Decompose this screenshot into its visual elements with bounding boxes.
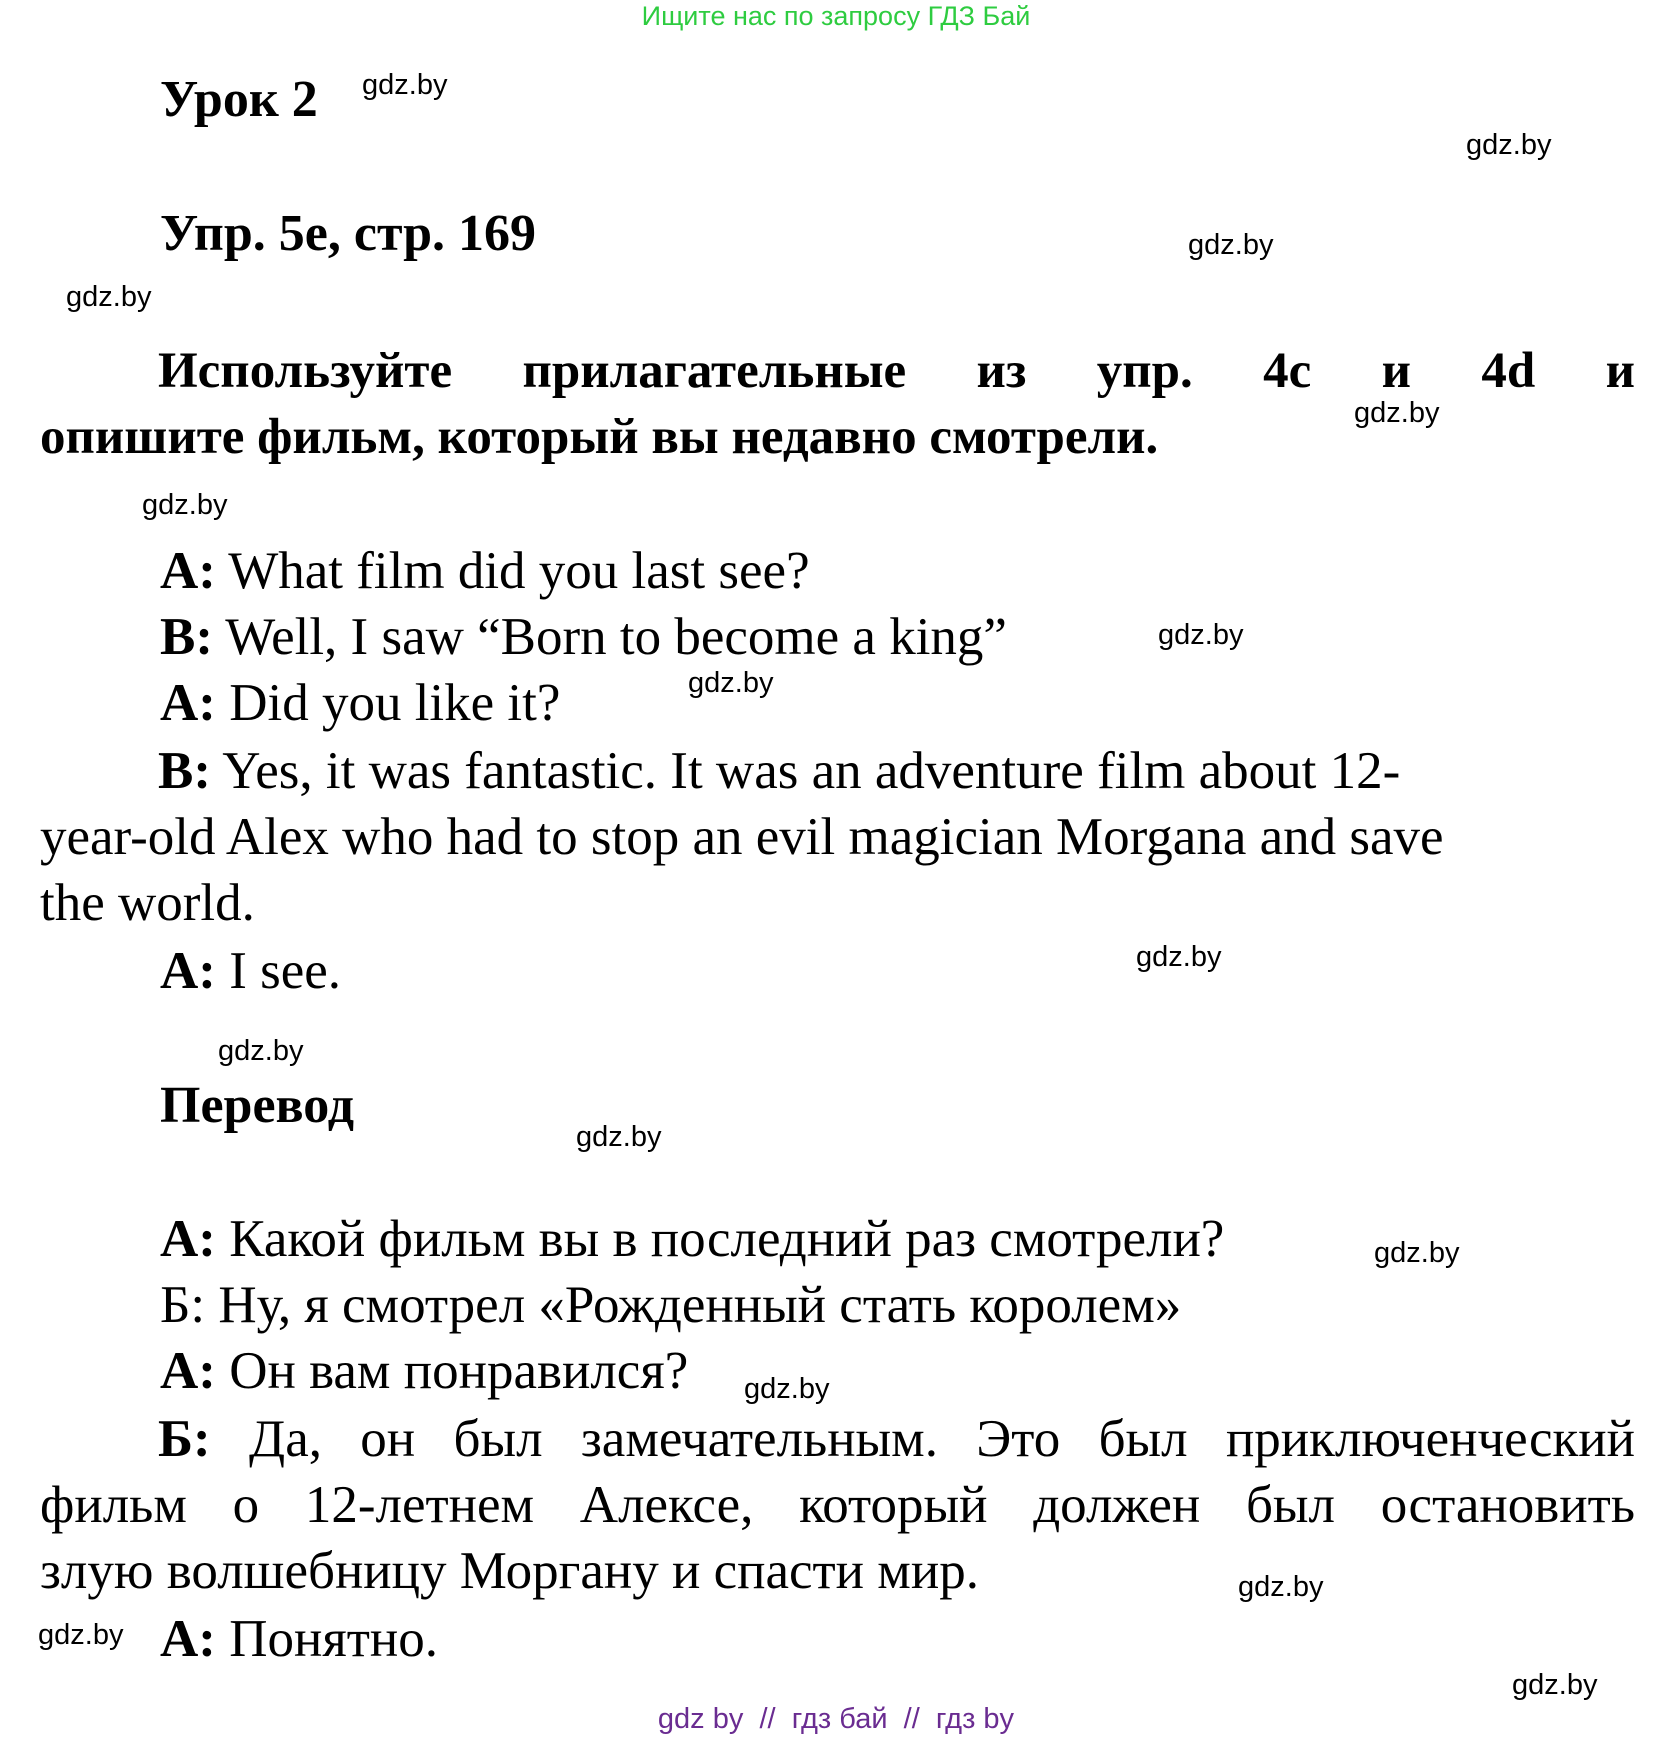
dialogue-line-4 [40, 738, 1635, 936]
watermark: gdz.by [1188, 229, 1274, 261]
watermark: gdz.by [1512, 1669, 1598, 1701]
speaker-label: Б: [158, 1410, 211, 1468]
speaker-label: A: [160, 942, 216, 1000]
speaker-label: A: [160, 542, 216, 600]
translation-line-4 [40, 1406, 1635, 1604]
translation-text: Понятно. [215, 1610, 438, 1668]
lesson-title: Урок 2 [160, 71, 318, 128]
translation-line-5 [160, 1606, 438, 1672]
dialogue-line-1 [160, 538, 810, 604]
watermark: gdz.by [1354, 397, 1440, 429]
dialogue-text: Did you like it? [215, 674, 561, 732]
dialogue-line-3 [160, 670, 560, 736]
translation-line-3 [160, 1338, 688, 1404]
watermark: gdz.by [362, 69, 448, 101]
translation-text: Какой фильм вы в последний раз смотрели? [215, 1210, 1225, 1268]
watermark: gdz.by [576, 1121, 662, 1153]
task-line-2: опишите фильм, который вы недавно смотрели. [40, 409, 1159, 465]
watermark: gdz.by [1136, 941, 1222, 973]
watermark: gdz.by [1466, 129, 1552, 161]
translation-text-cont: фильм о 12-летнем Алексе, который должен был остановить [40, 1476, 1635, 1534]
watermark: gdz.by [142, 489, 228, 521]
watermark: gdz.by [1158, 619, 1244, 651]
top-banner: Ищите нас по запросу ГДЗ Бай [641, 1, 1031, 31]
translation-text: Он вам понравился? [215, 1342, 689, 1400]
watermark: gdz.by [1238, 1571, 1324, 1603]
dialogue-text-cont: the world. [40, 874, 255, 932]
translation-line-1 [160, 1206, 1224, 1272]
translation-text: Б: Ну, я смотрел «Рожденный стать королем» [160, 1276, 1182, 1334]
speaker-label: А: [160, 1210, 216, 1268]
watermark: gdz.by [218, 1035, 304, 1067]
dialogue-text: What film did you last see? [215, 542, 810, 600]
speaker-label: А: [160, 1342, 216, 1400]
speaker-label: B: [158, 742, 211, 800]
translation-line-2 [160, 1272, 1181, 1338]
watermark: gdz.by [38, 1619, 124, 1651]
dialogue-text: Yes, it was fantastic. It was an adventure film about 12- [211, 742, 1401, 800]
dialogue-text: Well, I saw “Born to become a king” [213, 608, 1007, 666]
dialogue-text: I see. [215, 942, 342, 1000]
task-line-1: Используйте прилагательные из упр. 4c и 4d и [158, 343, 1635, 399]
watermark: gdz.by [688, 667, 774, 699]
translation-text-cont: злую волшебницу Моргану и спасти мир. [40, 1542, 979, 1600]
dialogue-line-5 [160, 938, 341, 1004]
watermark: gdz.by [66, 281, 152, 313]
dialogue-text-cont: year-old Alex who had to stop an evil magician Morgana and save [40, 808, 1444, 866]
exercise-title: Упр. 5e, стр. 169 [160, 205, 537, 262]
translation-text: Да, он был замечательным. Это был приключенческий [210, 1410, 1635, 1468]
footer-links: gdz by // гдз бай // гдз by [657, 1703, 1015, 1735]
watermark: gdz.by [744, 1373, 830, 1405]
speaker-label: А: [160, 1610, 216, 1668]
translation-heading: Перевод [160, 1077, 355, 1134]
speaker-label: B: [160, 608, 213, 666]
speaker-label: A: [160, 674, 216, 732]
dialogue-line-2 [160, 604, 1007, 670]
watermark: gdz.by [1374, 1237, 1460, 1269]
